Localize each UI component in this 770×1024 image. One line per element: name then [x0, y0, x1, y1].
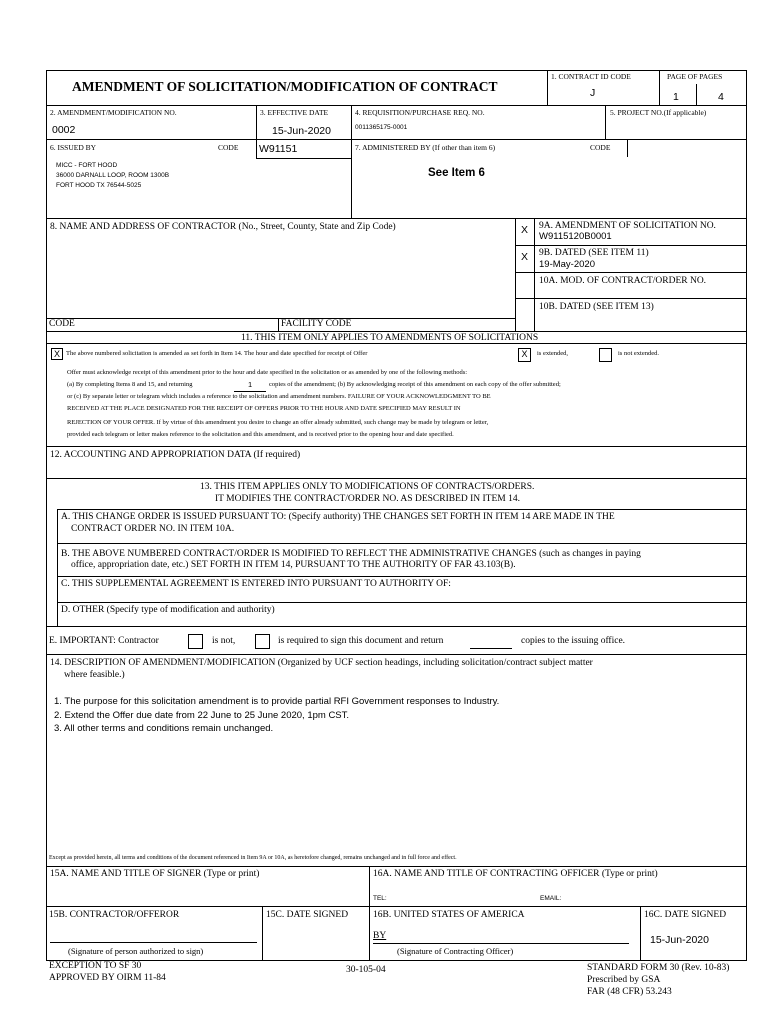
total-pages: 4	[718, 91, 724, 103]
requisition-value[interactable]: 0011365175-0001	[355, 124, 408, 131]
by-label: BY	[373, 931, 387, 941]
administered-by-label: 7. ADMINISTERED BY (If other than item 6)	[355, 143, 496, 152]
contract-id-label: 1. CONTRACT ID CODE	[551, 72, 631, 81]
description-line-2: 2. Extend the Offer due date from 22 June to 25 June 2020, 1pm CST.	[54, 710, 350, 721]
issued-by-code-label: CODE	[218, 143, 239, 152]
effective-date-value[interactable]: 15-Jun-2020	[272, 125, 331, 137]
solicitation-amendment-label: 9A. AMENDMENT OF SOLICITATION NO.	[539, 221, 716, 231]
is-required-label: is required to sign this document and return	[278, 636, 444, 646]
signer-name-label: 15A. NAME AND TITLE OF SIGNER (Type or print)	[50, 869, 260, 879]
item-13b-text-2: office, appropriation date, etc.) SET FORTH IN ITEM 14, PURSUANT TO THE AUTHORITY OF FAR 43.103(B).	[71, 560, 516, 570]
administered-by-value: See Item 6	[428, 167, 485, 179]
dated-check-mark[interactable]: X	[521, 251, 529, 263]
copies-count[interactable]: 1	[248, 380, 253, 389]
effective-date-label: 3. EFFECTIVE DATE	[260, 108, 329, 117]
description-line-1: 1. The purpose for this solicitation amendment is to provide partial RFI Government responses to Industry.	[54, 696, 500, 707]
issued-by-code[interactable]: W91151	[259, 143, 298, 155]
contracting-officer-label: 16A. NAME AND TITLE OF CONTRACTING OFFICER (Type or print)	[373, 869, 658, 879]
is-not-label: is not,	[212, 636, 236, 646]
exception-label: EXCEPTION TO SF 30	[49, 961, 142, 971]
contract-id-value[interactable]: J	[590, 87, 596, 99]
officer-date-label: 16C. DATE SIGNED	[644, 910, 727, 920]
contractor-signature-line[interactable]	[50, 942, 257, 943]
contractor-offeror-label: 15B. CONTRACTOR/OFFEROR	[49, 910, 180, 920]
description-label-1: 14. DESCRIPTION OF AMENDMENT/MODIFICATION (Organized by UCF section headings, including solicitation/contract subject matter	[50, 658, 593, 668]
project-no-label: 5. PROJECT NO.(If applicable)	[610, 108, 707, 117]
officer-date-value[interactable]: 15-Jun-2020	[650, 934, 709, 946]
item-11-header: 11. THIS ITEM ONLY APPLIES TO AMENDMENTS OF SOLICITATIONS	[241, 333, 539, 343]
contractor-is-not-checkbox[interactable]	[188, 634, 203, 649]
officer-signature-caption: (Signature of Contracting Officer)	[397, 946, 514, 956]
approved-by-label: APPROVED BY OIRM 11-84	[49, 973, 166, 983]
copies-return-line[interactable]	[470, 648, 512, 649]
officer-signature-line[interactable]	[373, 943, 629, 944]
tel-label: TEL:	[373, 895, 387, 902]
item-13a-text-1: A. THIS CHANGE ORDER IS ISSUED PURSUANT TO: (Specify authority) THE CHANGES SET FORTH IN ITEM 14 ARE MADE IN THE	[61, 512, 615, 522]
item-11-statement: The above numbered solicitation is amended as set forth in Item 14. The hour and date specified for receipt of Offer	[66, 350, 368, 357]
email-label: EMAIL:	[540, 895, 562, 902]
item-11-text-2b: copies of the amendment; (b) By acknowledging receipt of this amendment on each copy of the offer submitted;	[269, 381, 561, 388]
copies-to-label: copies to the issuing office.	[521, 636, 626, 646]
item-13-header-2: IT MODIFIES THE CONTRACT/ORDER NO. AS DESCRIBED IN ITEM 14.	[215, 494, 520, 504]
item-13d-text: D. OTHER (Specify type of modification and authority)	[61, 605, 275, 615]
item-13-header-1: 13. THIS ITEM APPLIES ONLY TO MODIFICATIONS OF CONTRACTS/ORDERS.	[200, 482, 535, 492]
not-extended-label: is not extended.	[618, 350, 659, 357]
standard-form-label: STANDARD FORM 30 (Rev. 10-83)	[587, 963, 730, 973]
contractor-address-label: 8. NAME AND ADDRESS OF CONTRACTOR (No., Street, County, State and Zip Code)	[50, 222, 396, 232]
item-13b-text-1: B. THE ABOVE NUMBERED CONTRACT/ORDER IS MODIFIED TO REFLECT THE ADMINISTRATIVE CHANGES (such as changes in paying	[61, 549, 641, 559]
terms-unchanged-note: Except as provided herein, all terms and conditions of the document referenced in Item 9A or 10A, as heretofore changed, remains unchanged and in full force and effect.	[49, 855, 457, 861]
item-11-text-1: Offer must acknowledge receipt of this amendment prior to the hour and date specified in the solicitation or as amended by one of the following methods:	[67, 369, 468, 376]
contractor-code-label: CODE	[49, 319, 75, 329]
page-of-pages-label: PAGE OF PAGES	[667, 72, 723, 81]
item-11-text-5: REJECTION OF YOUR OFFER. If by virtue of this amendment you desire to change an offer already submitted, such change may be made by telegram or letter,	[67, 419, 489, 426]
description-line-3: 3. All other terms and conditions remain unchanged.	[54, 723, 274, 734]
issued-by-address-3: FORT HOOD TX 76544-5025	[56, 182, 142, 189]
copies-underline	[234, 391, 266, 392]
description-label-2: where feasible.)	[64, 670, 125, 680]
item-13c-text: C. THIS SUPPLEMENTAL AGREEMENT IS ENTERED INTO PURSUANT TO AUTHORITY OF:	[61, 579, 451, 589]
amended-checkbox[interactable]: X	[51, 348, 63, 360]
issued-by-label: 6. ISSUED BY	[50, 143, 97, 152]
form-number: 30-105-04	[346, 965, 386, 975]
amendment-no-value[interactable]: 0002	[52, 124, 76, 136]
item-11-text-3: or (c) By separate letter or telegram which includes a reference to the solicitation and amendment numbers. FAILURE OF YOUR ACKNOWLEDGMENT TO BE	[67, 393, 491, 400]
requisition-label: 4. REQUISITION/PURCHASE REQ. NO.	[355, 108, 485, 117]
not-extended-checkbox[interactable]	[599, 348, 612, 362]
extended-checkbox[interactable]: X	[518, 348, 531, 362]
item-11-text-4: RECEIVED AT THE PLACE DESIGNATED FOR THE RECEIPT OF OFFERS PRIOR TO THE HOUR AND DATE SPECIFIED MAY RESULT IN	[67, 405, 461, 412]
extended-label: is extended,	[537, 350, 569, 357]
solicitation-dated-value[interactable]: 19-May-2020	[539, 259, 595, 270]
item-11-text-6: provided each telegram or letter makes reference to the solicitation and this amendment, and is received prior to the opening hour and date specified.	[67, 431, 454, 438]
item-11-text-2a: (a) By completing Items 8 and 15, and returning	[67, 381, 193, 388]
amendment-check-mark[interactable]: X	[521, 224, 529, 236]
form-title: AMENDMENT OF SOLICITATION/MODIFICATION OF CONTRACT	[72, 79, 498, 94]
prescribed-by-label: Prescribed by GSA	[587, 975, 661, 985]
accounting-data-label: 12. ACCOUNTING AND APPROPRIATION DATA (If required)	[50, 450, 301, 460]
solicitation-amendment-no[interactable]: W9115120B0001	[539, 231, 612, 242]
contractor-is-required-checkbox[interactable]	[255, 634, 270, 649]
contract-mod-dated-label: 10B. DATED (SEE ITEM 13)	[539, 302, 654, 312]
contractor-signature-caption: (Signature of person authorized to sign)	[68, 946, 204, 956]
far-reference: FAR (48 CFR) 53.243	[587, 987, 672, 997]
solicitation-dated-label: 9B. DATED (SEE ITEM 11)	[539, 248, 649, 258]
contractor-date-label: 15C. DATE SIGNED	[266, 910, 349, 920]
united-states-label: 16B. UNITED STATES OF AMERICA	[373, 910, 525, 920]
administered-by-code-label: CODE	[590, 143, 611, 152]
important-label: E. IMPORTANT: Contractor	[49, 636, 159, 646]
contract-mod-label: 10A. MOD. OF CONTRACT/ORDER NO.	[539, 276, 707, 286]
facility-code-label: FACILITY CODE	[281, 319, 352, 329]
item-13a-text-2: CONTRACT ORDER NO. IN ITEM 10A.	[71, 524, 235, 534]
issued-by-address-1: MICC - FORT HOOD	[56, 162, 118, 169]
page-number: 1	[673, 91, 679, 103]
amendment-no-label: 2. AMENDMENT/MODIFICATION NO.	[50, 108, 177, 117]
issued-by-address-2: 36000 DARNALL LOOP, ROOM 1300B	[56, 172, 170, 179]
